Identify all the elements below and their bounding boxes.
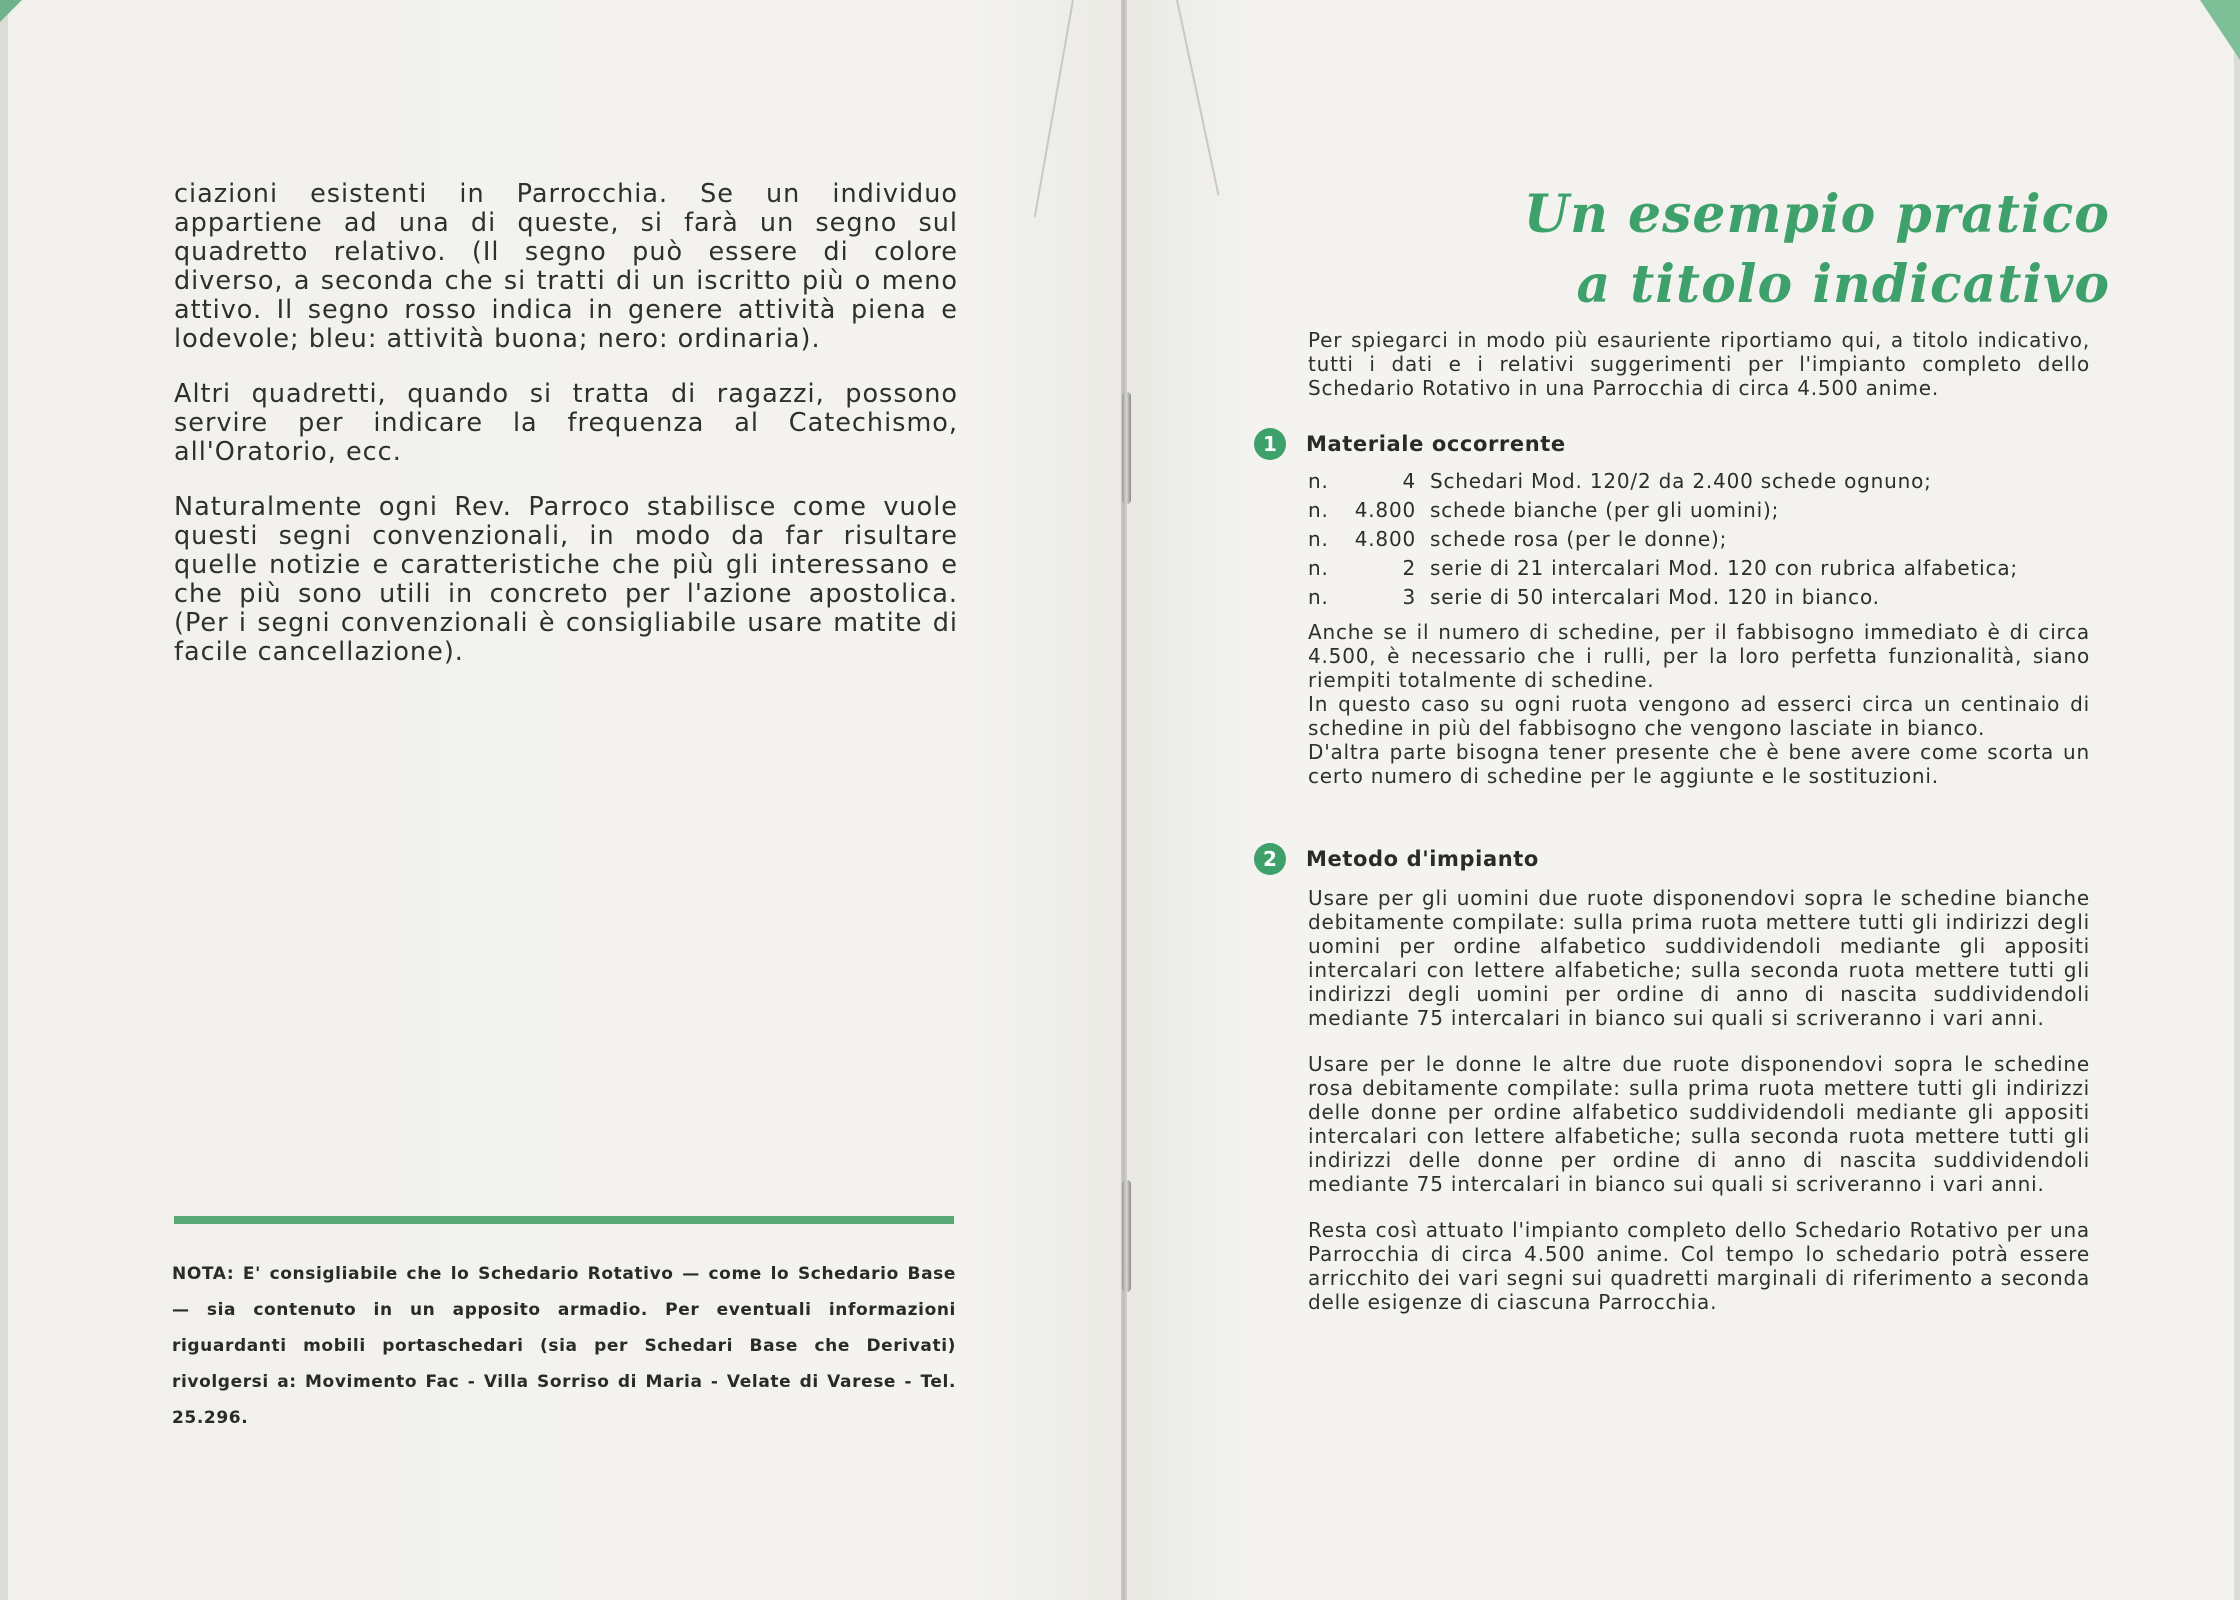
list-item [1308, 583, 2090, 612]
item-quantity: 2 [1402, 556, 1416, 580]
item-prefix: n. [1308, 498, 1329, 522]
section-2-title: Metodo d'impianto [1306, 847, 1539, 871]
list-item [1308, 496, 2090, 525]
title-line-1: Un esempio pratico [1523, 184, 2110, 245]
title-line-2: a titolo indicativo [1576, 254, 2110, 315]
item-description: schede rosa (per le donne); [1430, 527, 1728, 551]
section-1-heading [1254, 427, 1566, 461]
section-2-paragraph-1: Usare per gli uomini due ruote disponendovi sopra le schedine bianche debitamente compilate: sulla prima ruota mettere tutti gli indirizzi degli uomini per ordine alfabetico suddividendoli mediante gli appositi intercalari con lettere alfabetiche; sulla seconda ruota mettere tutti gli indirizzi degli uomini per ordine di anno di nascita suddividendoli mediante 75 intercalari in bianco sui quali si scriveranno i vari anni. [1308, 886, 2090, 1030]
section-1-notes [1308, 620, 2090, 788]
item-description: serie di 50 intercalari Mod. 120 in bianco. [1430, 585, 1880, 609]
item-prefix: n. [1308, 556, 1329, 580]
section-2-paragraph-2: Usare per le donne le altre due ruote disponendovi sopra le schedine rosa debitamente compilate: sulla prima ruota mettere tutti gli indirizzi delle donne per ordine alfabetico suddividendoli mediante gli appositi intercalari con lettere alfabetiche; sulla seconda ruota mettere tutti gli indirizzi delle donne per ordine di anno di nascita suddividendoli mediante 75 intercalari in bianco sui quali si scriveranno i vari anni. [1308, 1052, 2090, 1196]
list-item [1308, 467, 2090, 496]
item-prefix: n. [1308, 585, 1329, 609]
item-quantity: 4.800 [1354, 527, 1416, 551]
section-1-note-3: D'altra parte bisogna tener presente che è bene avere come scorta un certo numero di schedine per le aggiunte e le sostituzioni. [1308, 740, 2090, 788]
item-quantity: 4.800 [1354, 498, 1416, 522]
left-paragraph-2: Altri quadretti, quando si tratta di ragazzi, possono servire per indicare la frequenza al Catechismo, all'Oratorio, ecc. [174, 379, 958, 467]
item-description: serie di 21 intercalari Mod. 120 con rubrica alfabetica; [1430, 556, 2018, 580]
intro-text: Per spiegarci in modo più esauriente riportiamo qui, a titolo indicativo, tutti i dati e i relativi suggerimenti per l'impianto completo dello Schedario Rotativo in una Parrocchia di circa 4.500 anime. [1308, 328, 2090, 400]
section-2-body [1308, 886, 2090, 1336]
section-2-heading [1254, 842, 1539, 876]
materials-list [1308, 467, 2090, 612]
item-quantity: 3 [1402, 585, 1416, 609]
page-title [1380, 180, 2110, 320]
staple-top [1122, 392, 1131, 504]
list-item [1308, 525, 2090, 554]
item-prefix: n. [1308, 469, 1329, 493]
nota-divider [174, 1216, 954, 1224]
binding-gutter [1121, 0, 1127, 1600]
left-paragraph-1: ciazioni esistenti in Parrocchia. Se un individuo appartiene ad una di queste, si farà un segno sul quadretto relativo. (Il segno può essere di colore diverso, a seconda che si tratti di un iscritto più o meno attivo. Il segno rosso indica in genere attività piena e lodevole; bleu: attività buona; nero: ordinaria). [174, 179, 958, 354]
list-item [1308, 554, 2090, 583]
section-1-note-2: In questo caso su ogni ruota vengono ad esserci circa un centinaio di schedine in più del fabbisogno che vengono lasciate in bianco. [1308, 692, 2090, 740]
corner-mark-left [0, 0, 22, 22]
corner-mark-right [2200, 0, 2240, 60]
item-quantity: 4 [1402, 469, 1416, 493]
nota-text: NOTA: E' consigliabile che lo Schedario Rotativo — come lo Schedario Base — sia contenuto in un apposito armadio. Per eventuali informazioni riguardanti mobili portaschedari (sia per Schedari Base che Derivati) rivolgersi a: Movimento Fac - Villa Sorriso di Maria - Velate di Varese - Tel. 25.296. [172, 1264, 956, 1428]
left-body-text [174, 180, 958, 693]
item-description: schede bianche (per gli uomini); [1430, 498, 1780, 522]
section-2-number-badge: 2 [1254, 843, 1286, 875]
section-1-title: Materiale occorrente [1306, 432, 1566, 456]
item-description: Schedari Mod. 120/2 da 2.400 schede ognuno; [1430, 469, 1932, 493]
section-2-paragraph-3: Resta così attuato l'impianto completo dello Schedario Rotativo per una Parrocchia di circa 4.500 anime. Col tempo lo schedario potrà essere arricchito dei vari segni sui quadretti marginali di riferimento a seconda delle esigenze di ciascuna Parrocchia. [1308, 1218, 2090, 1314]
left-paragraph-3: Naturalmente ogni Rev. Parroco stabilisce come vuole questi segni convenzionali, in modo da far risultare quelle notizie e caratteristiche che più gli interessano e che più sono utili in concreto per l'azione apostolica. (Per i segni convenzionali è consigliabile usare matite di facile cancellazione). [174, 492, 958, 667]
section-1-note-1: Anche se il numero di schedine, per il fabbisogno immediato è di circa 4.500, è necessario che i rulli, per la loro perfetta funzionalità, siano riempiti totalmente di schedine. [1308, 620, 2090, 692]
section-1-number-badge: 1 [1254, 428, 1286, 460]
staple-bottom [1122, 1180, 1131, 1292]
item-prefix: n. [1308, 527, 1329, 551]
